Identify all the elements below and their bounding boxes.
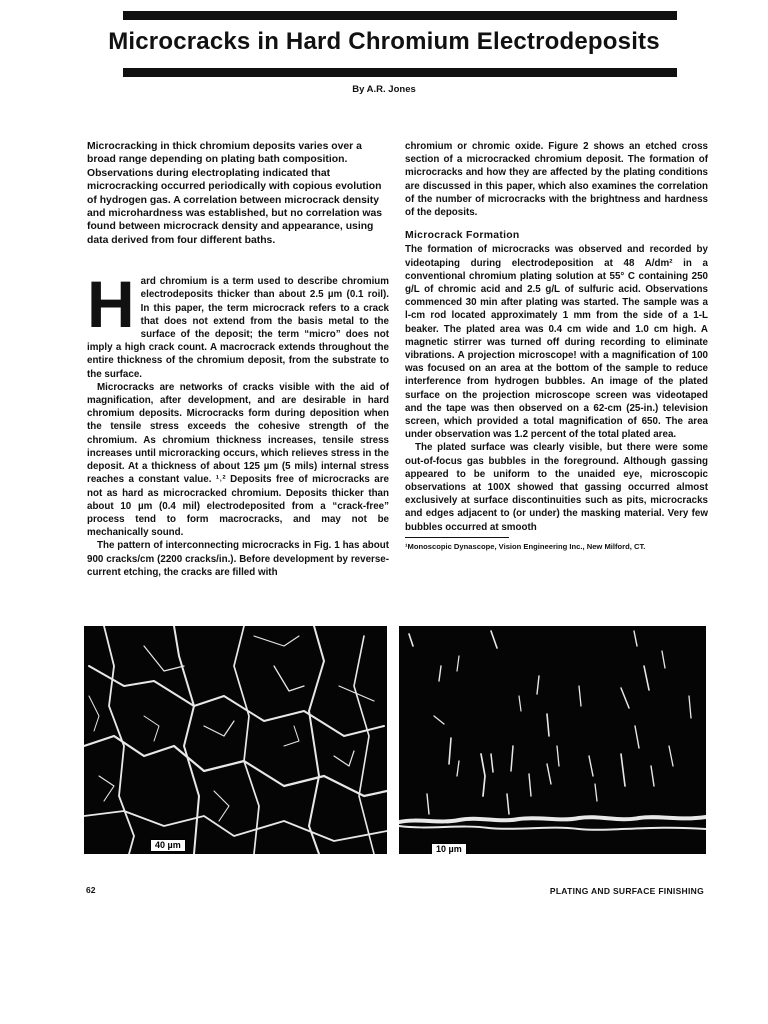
body-paragraph: chromium or chromic oxide. Figure 2 shows an etched cross section of a microcracked chromium deposit. The formation of microcracks and how they are affected by the plating conditions are discussed in this paper, which also examines the correlation of the number of microcracks with the brightness and hardness of the deposits. [405,141,708,219]
body-paragraph: Microcracks are networks of cracks visible with the aid of magnification, after development, and are desirable in hard chromium deposits. Microcracks form during deposition when the tensile stress exceeds the cohesive strength of the chromium. As chromium thickness increases, tensile stress increases until microracking occurs, which relieves stress in the deposit. At a thickness of about 125 µm (5 mils) internal stress reaches a constant value. ¹˒² Deposits free of microcracks are not as hard as microcracked chromium. Deposits thicker than about 10 µm (0.4 mil) electrodeposited from a “crack-free” process tend to form macrocracks, and may not be mechanically sound. [87,381,389,539]
intro-text: ard chromium is a term used to describe chromium electrodeposits thicker than about 2.5 µm (0.1 roil). In this paper, the term microcrack refers to a crack that does not extend from the basis metal to the surface of the deposit; the term “micro” does not imply a high crack count. A macrocrack extends throughout the entire thickness of the chromium deposit, from the substrate to the surface. [87,276,389,380]
figure-1-micrograph [84,626,387,854]
drop-cap: H [87,267,135,342]
article-title: Microcracks in Hard Chromium Electrodeposits [108,28,660,55]
title-rule-bottom [123,68,677,77]
abstract: Microcracking in thick chromium deposits varies over a broad range depending on plating bath composition. Observations during electroplating indicated that microcracking occurred periodically with copious evolution of hydrogen gas. A correlation between microcrack density and microhardness was established, but no correlation was found between microcrack density and appearance, using data derived from four different baths. [87,141,383,246]
figure-2-cross-section [399,626,706,854]
byline: By A.R. Jones [352,84,416,95]
footnote: ¹Monoscopic Dynascope, Vision Engineering Inc., New Milford, CT. [405,541,646,551]
body-paragraph: The pattern of interconnecting microcracks in Fig. 1 has about 900 cracks/cm (2200 cracks/in.). Before development by reverse-current etching, the cracks are filled with [87,540,389,578]
page-number: 62 [86,885,96,895]
right-column [405,140,708,552]
title-rule-top [123,11,677,20]
body-paragraph: The formation of microcracks was observed and recorded by videotaping during electrodeposition at 48 A/dm² in a conventional chromium plating solution at 55° C containing 250 g/L of chromic acid and 2.5 g/L of sulfuric acid. Observations commenced 30 min after plating was started. The sample was a l-cm rod located approximately 1 mm from the side of a 1-L beaker. The plated area was 0.4 cm wide and 1.0 cm high. A magnetic stirrer was turned off during recording to eliminate vibrations. A projection microscope! with a magnification of 100 was focused on an area at the bottom of the sample to reduce interference from hydrogen bubbles. An image of the plated surface on the projection microscope screen was videotaped and the tape was then observed on a 62-cm (25-in.) television screen, which provided a total magnification of 650. The area under observation was 1.2 percent of the total plated area. [405,244,708,441]
body-paragraph: The plated surface was clearly visible, but there were some out-of-focus gas bubbles in the foreground. Although gassing appeared to be uniform to the unaided eye, microscopic observations at 100X showed that gassing occurred almost exclusively at surface discontinuities such as pits, microcracks and edges adjacent to (or under) the masking material. Very few bubbles occurred at smooth [405,442,708,533]
scale-bar-label: 10 µm [431,843,467,854]
journal-name: PLATING AND SURFACE FINISHING [549,886,704,896]
cross-section-image [399,626,706,854]
scale-bar-label: 40 µm [150,839,186,852]
footnote-rule [405,537,509,538]
left-column [87,140,389,579]
section-heading: Microcrack Formation [405,230,520,242]
crack-network-image [84,626,387,854]
intro-paragraph [87,267,389,381]
